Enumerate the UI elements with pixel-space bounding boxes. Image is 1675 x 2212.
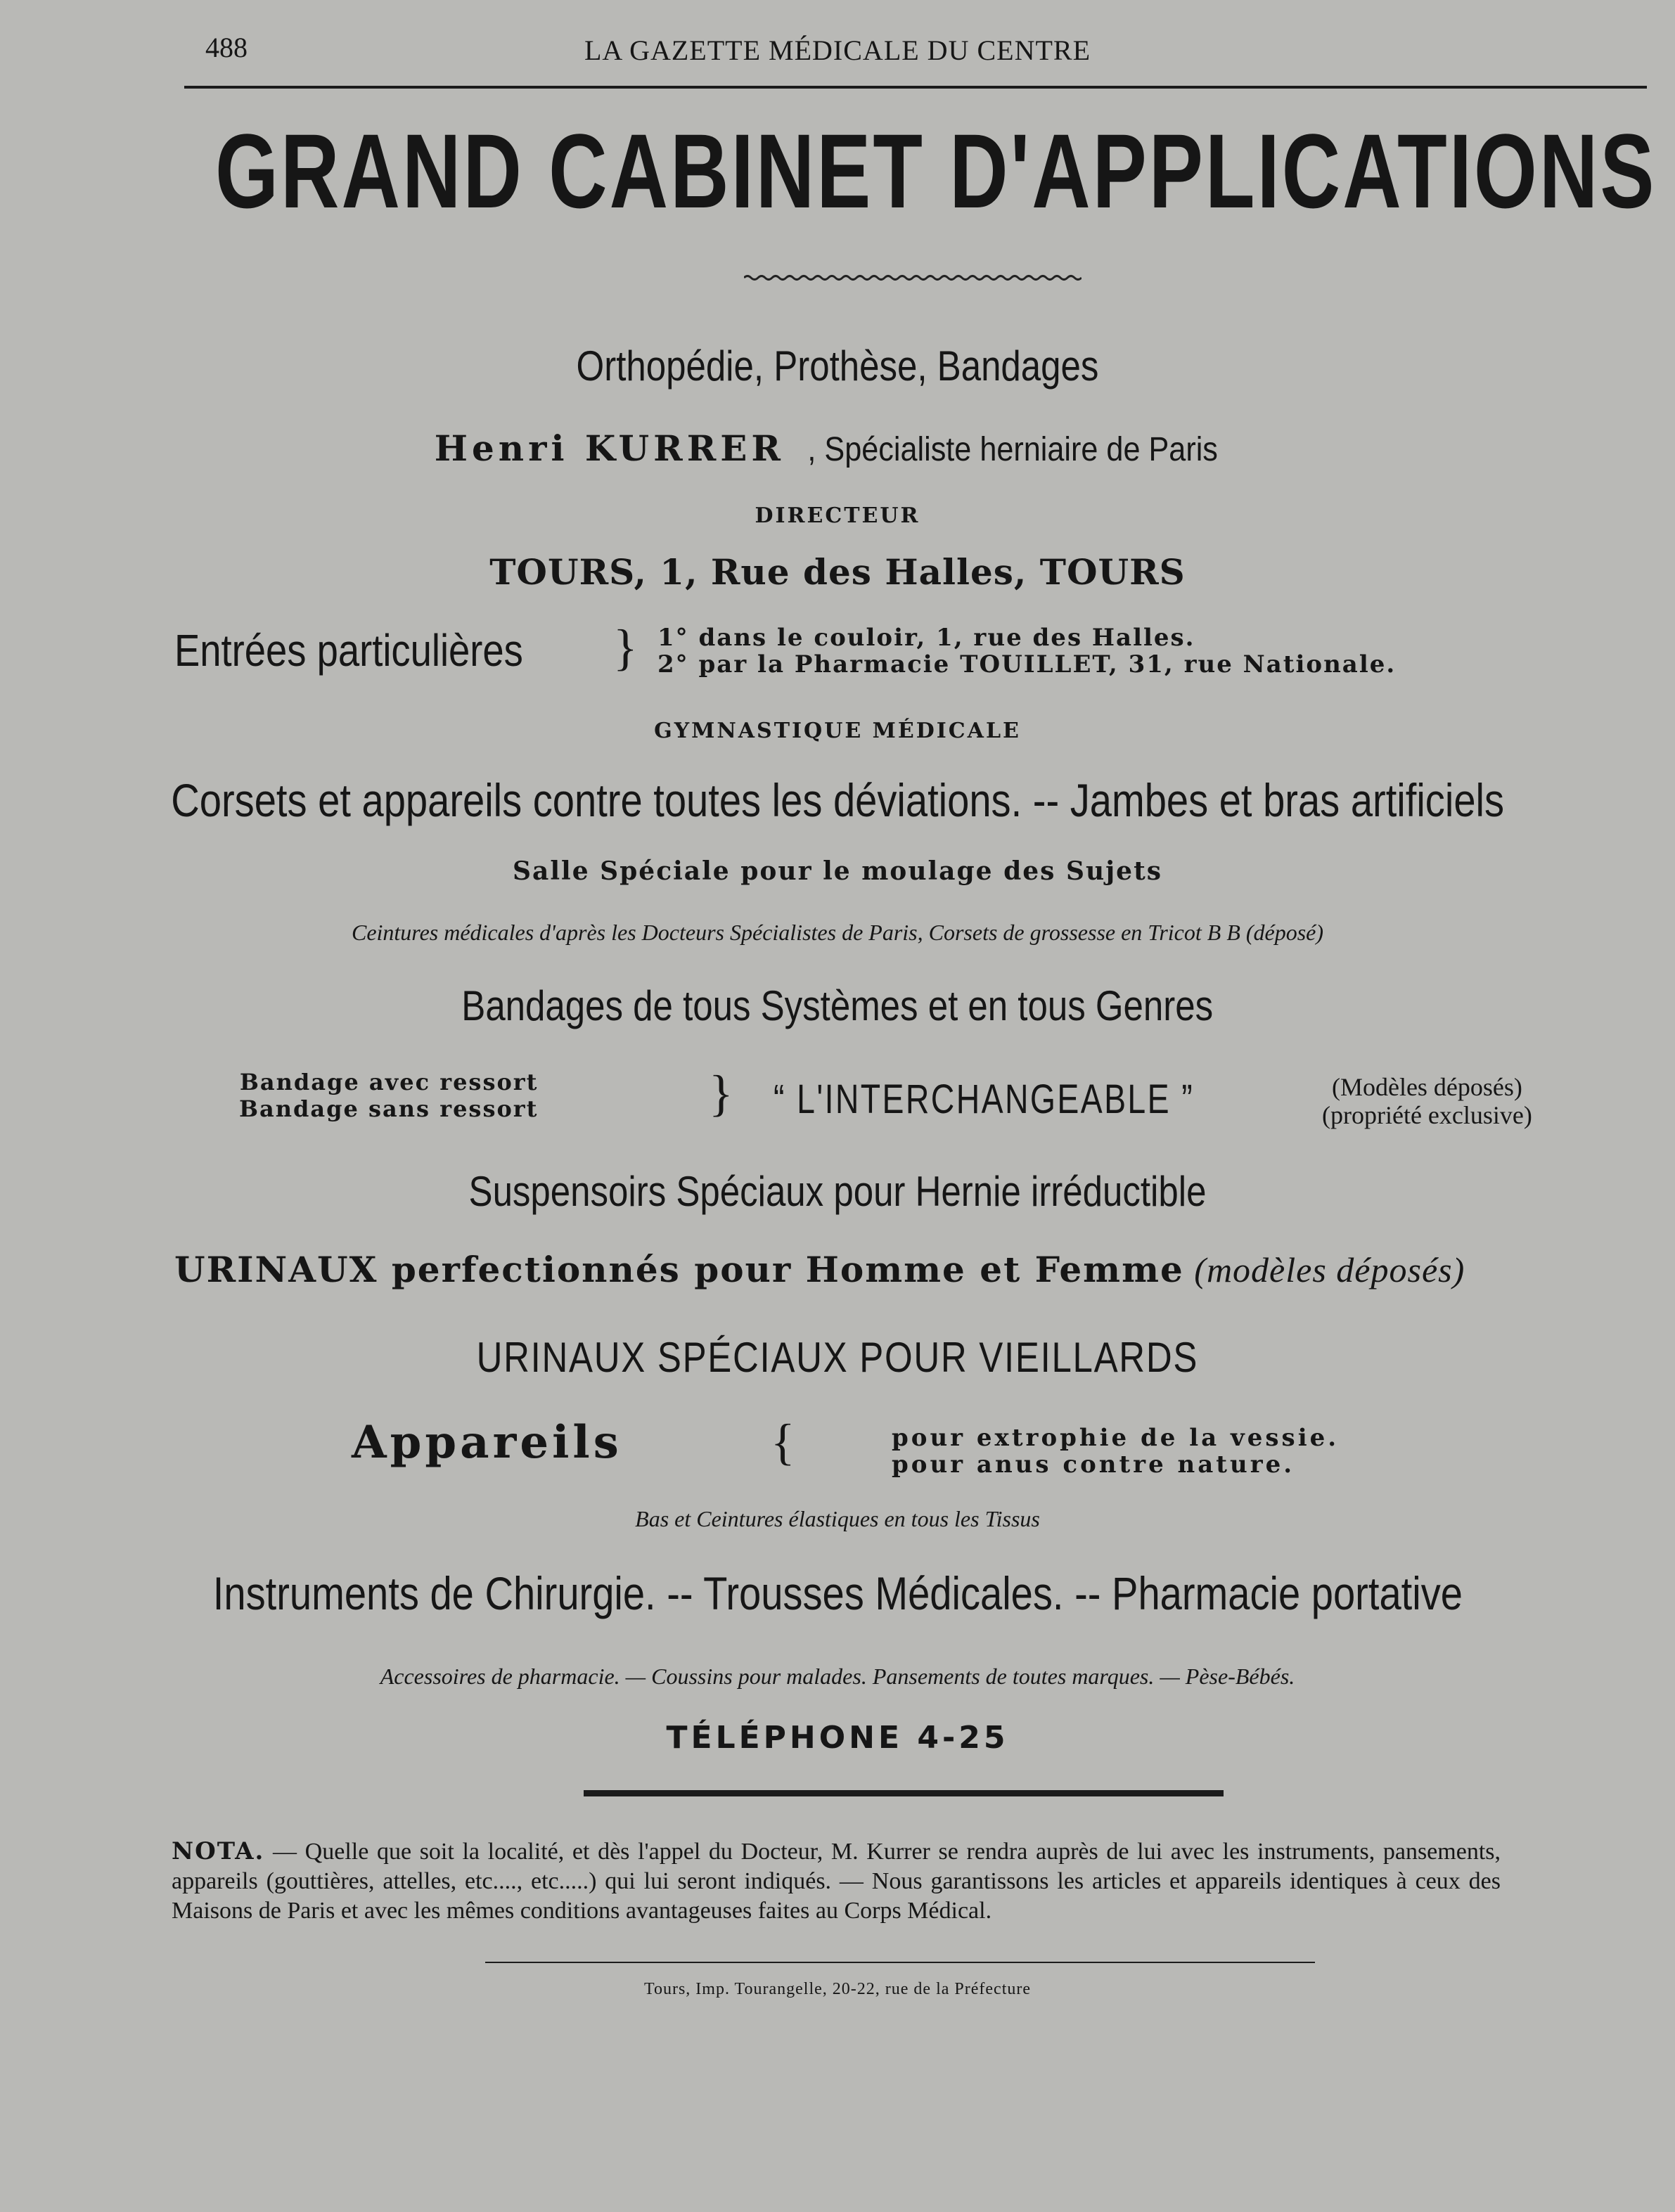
brace-icon: }: [613, 619, 638, 676]
entrance-item: 1° dans le couloir, 1, rue des Halles.: [657, 624, 1195, 652]
proprietor-name: Henri KURRER: [434, 427, 785, 469]
gym-heading: GYMNASTIQUE MÉDICALE: [654, 719, 1021, 743]
specialties-heading: Orthopédie, Prothèse, Bandages: [576, 342, 1099, 390]
nota-label: NOTA.: [172, 1837, 265, 1865]
ad-bottom-rule: [584, 1790, 1224, 1796]
urinaux-note: (modèles déposés): [1194, 1250, 1465, 1290]
brace-icon: }: [709, 1065, 733, 1121]
urinaux-line: [174, 1249, 1465, 1290]
brace-icon: {: [771, 1414, 795, 1470]
model-note: (propriété exclusive): [1322, 1101, 1532, 1129]
footer-rule: [485, 1962, 1315, 1963]
ceintures-line: Ceintures médicales d'après les Docteurs Spécialistes de Paris, Corsets de grossesse en Tricot B B (déposé): [351, 920, 1324, 945]
instruments-line: Instruments de Chirurgie. -- Trousses Médicales. -- Pharmacie portative: [212, 1567, 1463, 1619]
ornament-divider: [744, 273, 1082, 283]
suspensoirs-heading: Suspensoirs Spéciaux pour Hernie irréductible: [468, 1168, 1207, 1215]
entrance-item: 2° par la Pharmacie TOUILLET, 31, rue Nationale.: [657, 650, 1397, 679]
bandage-type-item: Bandage sans ressort: [239, 1095, 539, 1122]
urinaux-main: URINAUX perfectionnés pour Homme et Femme: [174, 1249, 1184, 1290]
proprietor-title: , Spécialiste herniaire de Paris: [807, 431, 1218, 468]
appareils-label: Appareils: [352, 1416, 622, 1469]
ad-title: GRAND CABINET D'APPLICATIONS: [215, 112, 1657, 230]
urinaux-special-heading: URINAUX SPÉCIAUX POUR VIEILLARDS: [476, 1334, 1199, 1381]
bandage-types: [239, 1069, 538, 1122]
bandage-type-item: Bandage avec ressort: [239, 1069, 539, 1095]
director-label: DIRECTEUR: [755, 503, 920, 528]
nota-text: — Quelle que soit la localité, et dès l'appel du Docteur, M. Kurrer se rendra auprès de lui avec les instruments, pansements, appareils (gouttières, attelles, etc...., etc.....) qui lui seront indiqués. — Nous garantissons les articles et appareils identiques à ceux des Maisons de Paris et avec les mêmes conditions avantageuses faites au Corps Médical.: [172, 1839, 1501, 1924]
nota-paragraph: [172, 1837, 1501, 1926]
accessoires-line: Accessoires de pharmacie. — Coussins pour malades. Pansements de toutes marques. — Pèse-Bébés.: [380, 1664, 1295, 1689]
salle-line: Salle Spéciale pour le moulage des Sujets: [513, 856, 1162, 886]
appareils-item: pour extrophie de la vessie.: [892, 1424, 1340, 1452]
address-line: TOURS, 1, Rue des Halles, TOURS: [489, 551, 1186, 593]
appareils-item: pour anus contre nature.: [892, 1451, 1295, 1479]
entrances-list: [657, 624, 1396, 678]
page-number: 488: [205, 32, 248, 63]
proprietor-line: [0, 427, 1675, 469]
model-notes: [1322, 1073, 1532, 1129]
bas-line: Bas et Ceintures élastiques en tous les Tissus: [635, 1506, 1040, 1531]
model-note: (Modèles déposés): [1331, 1073, 1522, 1101]
header-rule: [184, 86, 1647, 89]
running-title: LA GAZETTE MÉDICALE DU CENTRE: [584, 34, 1091, 66]
telephone-line: TÉLÉPHONE 4-25: [666, 1720, 1009, 1756]
bandages-heading: Bandages de tous Systèmes et en tous Genres: [461, 982, 1214, 1029]
corsets-line: Corsets et appareils contre toutes les déviations. -- Jambes et bras artificiels: [171, 774, 1504, 826]
interchangeable-brand: “ L'INTERCHANGEABLE ”: [774, 1076, 1195, 1122]
appareils-list: [892, 1425, 1339, 1478]
printer-imprint: Tours, Imp. Tourangelle, 20-22, rue de la Préfecture: [643, 1980, 1032, 1998]
entrances-label: Entrées particulières: [174, 625, 523, 676]
